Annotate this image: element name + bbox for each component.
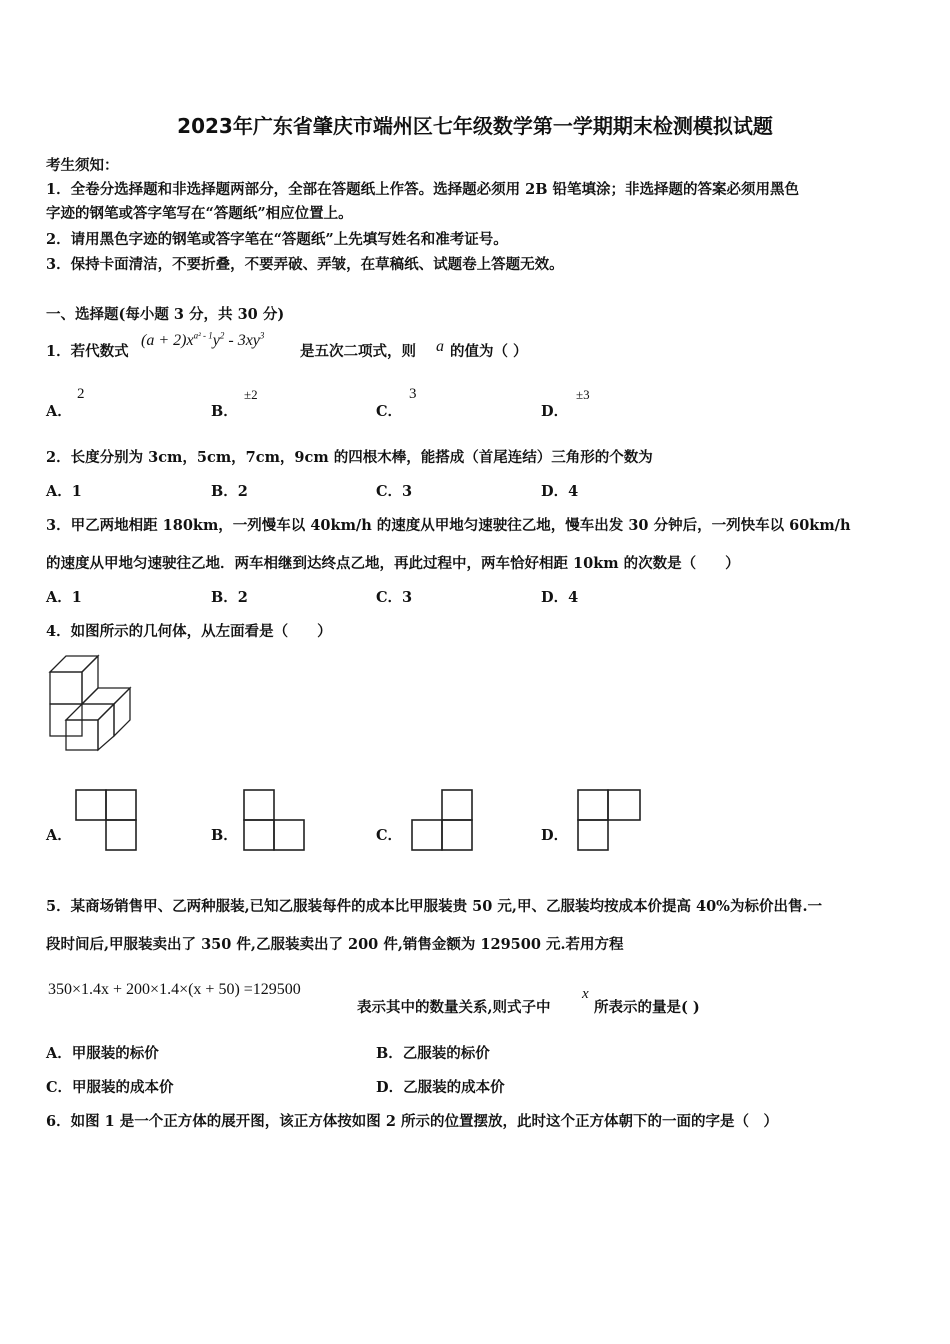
question-5-equation: 350×1.4x + 200×1.4×(x + 50) =129500 xyxy=(48,981,301,998)
q4-option-b-label[interactable]: B． xyxy=(211,827,238,844)
q2-option-b[interactable]: B．2 xyxy=(211,483,248,500)
question-5-after-1: 表示其中的数量关系,则式子中 xyxy=(357,999,551,1016)
q4-option-a-image[interactable] xyxy=(74,788,138,854)
q3-option-d[interactable]: D．4 xyxy=(541,589,579,606)
q1-option-d-label[interactable]: D． xyxy=(541,403,569,420)
cube-right-side xyxy=(114,688,130,736)
q4-option-d-image[interactable] xyxy=(576,788,644,854)
q3-option-c[interactable]: C．3 xyxy=(376,589,413,606)
cube-top-front xyxy=(50,672,82,704)
q1-option-b-label[interactable]: B． xyxy=(211,403,238,420)
question-1-prefix: 1．若代数式 xyxy=(46,343,129,360)
q2-option-c[interactable]: C．3 xyxy=(376,483,413,500)
question-4: 4．如图所示的几何体，从左面看是（ ） xyxy=(46,623,332,640)
cube-front-side xyxy=(98,704,114,750)
section-heading: 一、选择题(每小题 3 分，共 30 分) xyxy=(46,306,285,323)
q1-option-d-value: ±3 xyxy=(576,387,590,402)
q1-option-a-label[interactable]: A． xyxy=(46,403,72,420)
q5-option-d[interactable]: D．乙服装的成本价 xyxy=(376,1079,505,1096)
q3-option-a[interactable]: A．1 xyxy=(46,589,82,606)
expr-exp: a² - 1 xyxy=(193,330,213,341)
q1-option-a-value: 2 xyxy=(77,386,85,402)
q2-option-d[interactable]: D．4 xyxy=(541,483,579,500)
q4-option-c-label[interactable]: C． xyxy=(376,827,403,844)
question-5-after-2: 所表示的量是( ) xyxy=(594,999,700,1016)
notice-item-2: 2．请用黑色字迹的钢笔或答字笔在“答题纸”上先填写姓名和准考证号。 xyxy=(46,231,508,248)
notice-item-1-cont: 字迹的钢笔或答字笔写在“答题纸”相应位置上。 xyxy=(46,205,353,222)
question-1-var: a xyxy=(436,338,444,355)
expr-y-exp: 2 xyxy=(219,330,225,341)
q1-option-c-value: 3 xyxy=(409,386,417,402)
question-2: 2．长度分别为 3cm，5cm，7cm，9cm 的四根木棒，能搭成（首尾连结）三角形的个数为 xyxy=(46,449,653,466)
q1-option-b-value: ±2 xyxy=(244,387,258,402)
question-6: 6．如图 1 是一个正方体的展开图，该正方体按如图 2 所示的位置摆放，此时这个正方体朝下的一面的字是（ ） xyxy=(46,1113,778,1130)
q4-option-c-image[interactable] xyxy=(410,788,474,854)
question-5-line-1: 5．某商场销售甲、乙两种服装,已知乙服装每件的成本比甲服装贵 50 元,甲、乙服装均按成本价提高 40%为标价出售.一 xyxy=(46,898,823,915)
expr-y: y xyxy=(212,332,220,349)
q5-option-c[interactable]: C．甲服装的成本价 xyxy=(46,1079,174,1096)
expr-rest: - 3xy xyxy=(224,332,260,349)
notice-item-1: 1．全卷分选择题和非选择题两部分，全部在答题纸上作答。选择题必须用 2B 铅笔填涂；非选择题的答案必须用黑色 xyxy=(46,181,800,198)
q5-option-b[interactable]: B．乙服装的标价 xyxy=(376,1045,490,1062)
question-1-suffix: 的值为（ ） xyxy=(450,343,528,360)
question-3-line-1: 3．甲乙两地相距 180km，一列慢车以 40km/h 的速度从甲地匀速驶往乙地，慢车出发 30 分钟后，一列快车以 60km/h xyxy=(46,517,851,534)
q4-option-d-label[interactable]: D． xyxy=(541,827,569,844)
q4-option-b-image[interactable] xyxy=(242,788,306,854)
notice-heading: 考生须知： xyxy=(46,157,119,174)
question-1-mid: 是五次二项式，则 xyxy=(300,343,416,360)
geometry-solid-figure xyxy=(46,652,136,752)
question-1-expression xyxy=(141,330,264,350)
question-5-line-2: 段时间后,甲服装卖出了 350 件,乙服装卖出了 200 件,销售金额为 129500 元.若用方程 xyxy=(46,936,624,953)
question-3-line-2: 的速度从甲地匀速驶往乙地．两车相继到达终点乙地，再此过程中，两车恰好相距 10km 的次数是（ ） xyxy=(46,555,740,572)
expr-rest-exp: 3 xyxy=(259,330,265,341)
notice-item-3: 3．保持卡面清洁，不要折叠，不要弄破、弄皱，在草稿纸、试题卷上答题无效。 xyxy=(46,256,564,273)
q5-option-a[interactable]: A．甲服装的标价 xyxy=(46,1045,159,1062)
q3-option-b[interactable]: B．2 xyxy=(211,589,248,606)
page-title: 2023年广东省肇庆市端州区七年级数学第一学期期末检测模拟试题 xyxy=(177,114,773,138)
expr-main: (a + 2)x xyxy=(141,332,194,349)
question-5-var: x xyxy=(582,986,589,1002)
q4-option-a-label[interactable]: A． xyxy=(46,827,72,844)
q2-option-a[interactable]: A．1 xyxy=(46,483,82,500)
q1-option-c-label[interactable]: C． xyxy=(376,403,403,420)
